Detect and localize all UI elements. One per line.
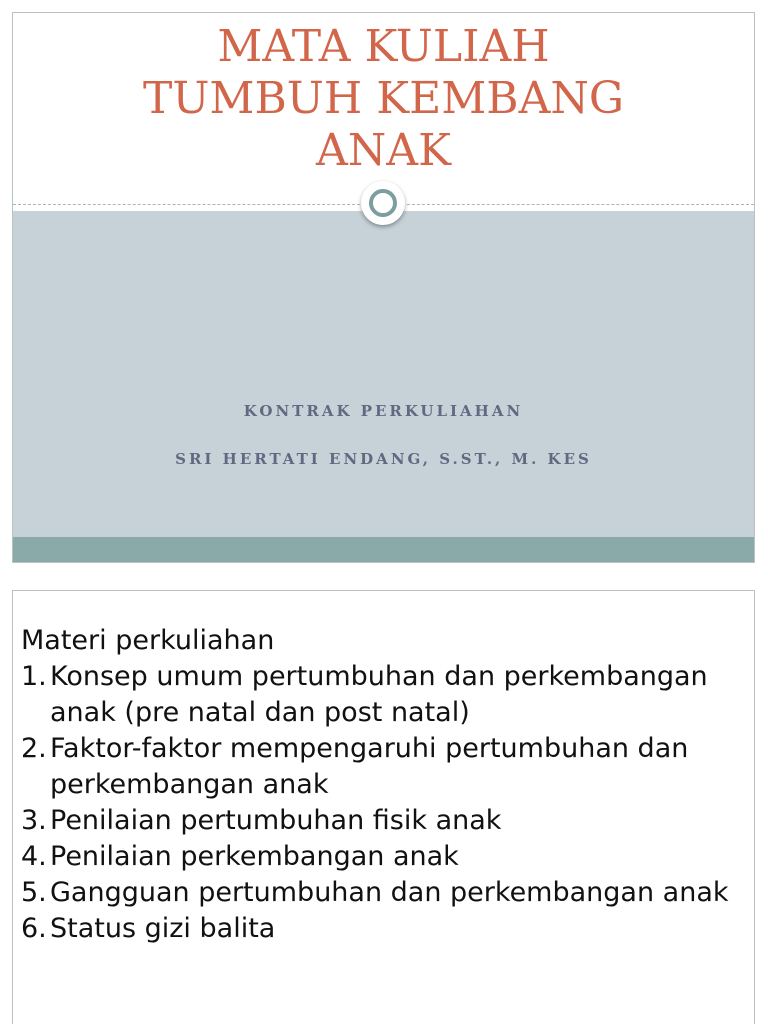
list-item-text: Status gizi balita [50, 913, 276, 944]
list-item [21, 911, 746, 947]
title-line-3: ANAK [316, 125, 451, 176]
list-item-number: 4. [21, 841, 47, 872]
title-line-1: MATA KULIAH [217, 21, 550, 72]
list-item-number: 1. [21, 661, 47, 692]
list-item-number: 2. [21, 733, 47, 764]
list-item [21, 731, 746, 803]
circle-ornament-icon [361, 181, 405, 225]
list-item-text: Penilaian perkembangan anak [50, 841, 459, 872]
list-item-text: Penilaian pertumbuhan fisik anak [50, 805, 502, 836]
title-area [13, 13, 754, 205]
list-item [21, 659, 746, 731]
list-item-text: Konsep umum pertumbuhan dan perkembangan anak (pre natal dan post natal) [50, 661, 708, 728]
list-item [21, 803, 746, 839]
bottom-accent-bar [13, 537, 754, 563]
list-item-text: Gangguan pertumbuhan dan perkembangan anak [50, 877, 729, 908]
title-line-2: TUMBUH KEMBANG [142, 73, 625, 124]
topic-list [21, 659, 746, 947]
list-heading: Materi perkuliahan [21, 625, 275, 656]
list-item [21, 839, 746, 875]
list-item [21, 875, 746, 911]
circle-ornament-inner [369, 189, 397, 217]
slide-title [13, 21, 754, 177]
subtitle-band [13, 211, 754, 537]
slide-subtitle: KONTRAK PERKULIAHAN [243, 402, 524, 420]
list-item-number: 5. [21, 877, 47, 908]
list-item-number: 6. [21, 913, 47, 944]
content-slide [12, 590, 755, 1024]
list-item-text: Faktor-faktor mempengaruhi pertumbuhan dan perkembangan anak [50, 733, 689, 800]
title-slide [12, 12, 755, 563]
presenter-name: SRI HERTATI ENDANG, S.ST., M. KES [175, 450, 592, 468]
list-item-number: 3. [21, 805, 47, 836]
slide-body [21, 623, 746, 947]
